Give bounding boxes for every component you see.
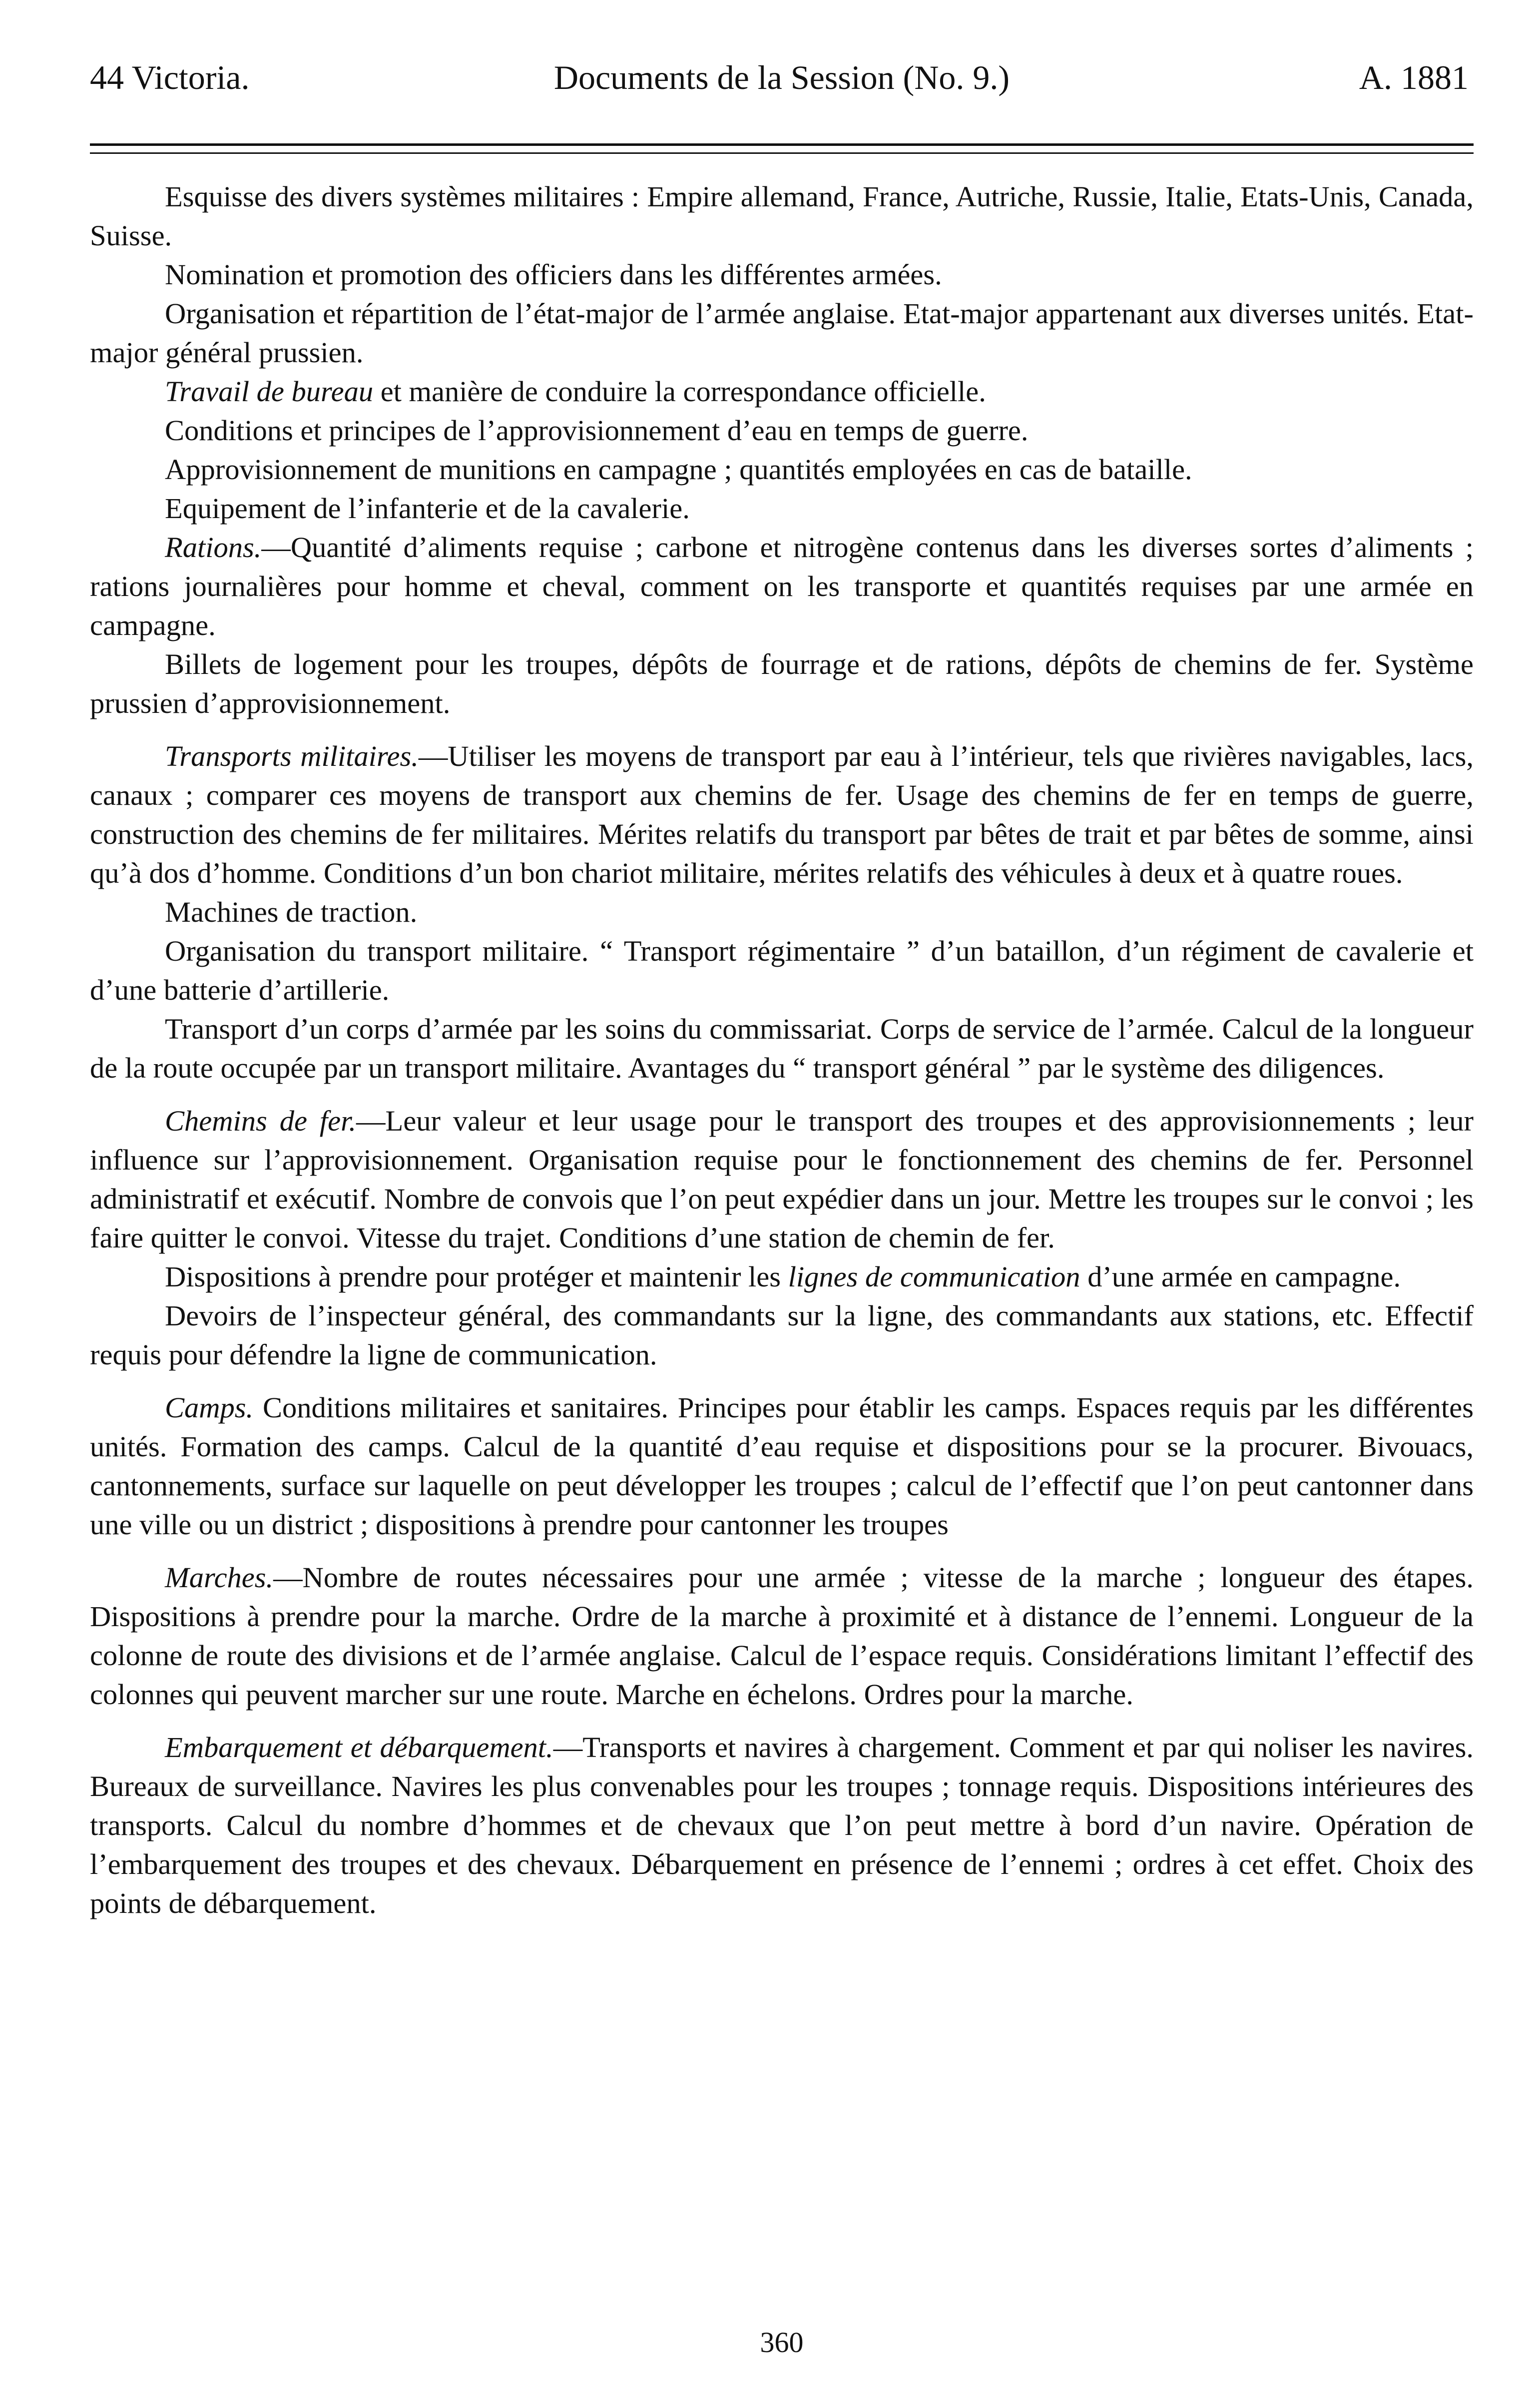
paragraph-marches: Marches.—Nombre de routes nécessaires pour une armée ; vitesse de la marche ; longueur des étapes. Dispositions à prendre pour la marche. Ordre de la marche à proximité et à distance de l’ennemi. Longueur de la colonne de route des divisions et de l’armée anglaise. Calcul de l’espace requis. Considérations limitant l’effectif des colonnes qui peuvent marcher sur une route. Marche en échelons. Ordres pour la marche. — [90, 1561, 1474, 1711]
running-header — [90, 47, 1474, 107]
paragraph-heading: Chemins de fer. — [165, 1105, 357, 1137]
paragraph-inspecteur: Devoirs de l’inspecteur général, des commandants sur la ligne, des commandants aux stations, etc. Effectif requis pour défendre la ligne de communication. — [90, 1299, 1474, 1371]
paragraph-machines: Machines de traction. — [165, 896, 418, 928]
header-year: A. 1881 — [1359, 58, 1469, 96]
paragraph-heading: Travail de bureau — [165, 375, 374, 408]
paragraph-systemes: Esquisse des divers systèmes militaires : Empire allemand, France, Autriche, Russie, Italie, Etats-Unis, Canada, Suisse. — [90, 180, 1474, 252]
header-rule-thin — [90, 152, 1474, 154]
paragraph-munitions: Approvisionnement de munitions en campagne ; quantités employées en cas de bataille. — [165, 453, 1192, 486]
paragraph-transports-militaires: Transports militaires.—Utiliser les moyens de transport par eau à l’intérieur, tels que rivières navigables, lacs, canaux ; comparer ces moyens de transport aux chemins de fer. Usage des chemins de fer en temps de guerre, construction des chemins de fer militaires. Mérites relatifs du transport par bêtes de trait et par bêtes de somme, ainsi qu’à dos d’homme. Conditions d’un bon chariot militaire, mérites relatifs des véhicules à deux et à quatre roues. — [90, 740, 1474, 889]
paragraph-chemins-de-fer: Chemins de fer.—Leur valeur et leur usage pour le transport des troupes et des approvisionnements ; leur influence sur l’approvisionnement. Organisation requise pour le fonctionnement des chemins de fer. Personnel administratif et exécutif. Nombre de convois que l’on peut expédier dans un jour. Mettre les troupes sur le convoi ; les faire quitter le convoi. Vitesse du trajet. Conditions d’une station de chemin de fer. — [90, 1105, 1474, 1254]
paragraph-equipement: Equipement de l’infanterie et de la cavalerie. — [165, 492, 690, 525]
paragraph-heading: Transports militaires. — [165, 740, 419, 772]
paragraph-camps: Camps. Conditions militaires et sanitaires. Principes pour établir les camps. Espaces requis par les différentes unités. Formation des camps. Calcul de la quantité d’eau requise et dispositions pour se la procurer. Bivouacs, cantonnements, surface sur laquelle on peut développer les troupes ; calcul de l’effectif que l’on peut cantonner dans une ville ou un district ; dispositions à prendre pour cantonner les troupes — [90, 1391, 1474, 1541]
paragraph-lignes-communication: Dispositions à prendre pour protéger et maintenir les lignes de communication d’une armée en campagne. — [165, 1260, 1401, 1293]
paragraph-corps-armee: Transport d’un corps d’armée par les soins du commissariat. Corps de service de l’armée. Calcul de la longueur de la route occupée par un transport militaire. Avantages du “ transport général ” par le système des diligences. — [90, 1013, 1474, 1084]
paragraph-embarquement: Embarquement et débarquement.—Transports et navires à chargement. Comment et par qui noliser les navires. Bureaux de surveillance. Navires les plus convenables pour les troupes ; tonnage requis. Dispositions intérieures des transports. Calcul du nombre d’hommes et de chevaux que l’on peut mettre à bord d’un navire. Opération de l’embarquement des troupes et des chevaux. Débarquement en présence de l’ennemi ; ordres à cet effet. Choix des points de débarquement. — [90, 1731, 1474, 1919]
paragraph-heading: Embarquement et débarquement. — [165, 1731, 553, 1764]
paragraph-heading: Marches. — [165, 1561, 274, 1594]
header-volume: 44 Victoria. — [90, 58, 250, 96]
paragraph-heading: Camps. — [165, 1391, 254, 1424]
header-title: Documents de la Session (No. 9.) — [553, 58, 1010, 96]
header-rule-thick — [90, 143, 1474, 146]
paragraph-eau: Conditions et principes de l’approvisionnement d’eau en temps de guerre. — [165, 414, 1028, 447]
document-page — [90, 47, 1474, 2366]
paragraph-rations: Rations.—Quantité d’aliments requise ; carbone et nitrogène contenus dans les diverses sortes d’aliments ; rations journalières pour homme et cheval, comment on les transporte et quantités requises par une armée en campagne. — [90, 531, 1474, 641]
paragraph-heading: Rations. — [165, 531, 262, 564]
paragraph-travail-de-bureau: Travail de bureau et manière de conduire la correspondance officielle. — [165, 375, 986, 408]
paragraph-billets: Billets de logement pour les troupes, dépôts de fourrage et de rations, dépôts de chemins de fer. Système prussien d’approvisionnement. — [90, 648, 1474, 719]
document-body — [90, 177, 1474, 1923]
paragraph-organisation: Organisation et répartition de l’état-major de l’armée anglaise. Etat-major appartenant aux diverses unités. Etat-major général prussien. — [90, 297, 1474, 369]
paragraph-nomination: Nomination et promotion des officiers dans les différentes armées. — [165, 258, 942, 291]
paragraph-organisation-transport: Organisation du transport militaire. “ Transport régimentaire ” d’un bataillon, d’un régiment de cavalerie et d’une batterie d’artillerie. — [90, 935, 1474, 1006]
page-number: 360 — [760, 2326, 804, 2359]
